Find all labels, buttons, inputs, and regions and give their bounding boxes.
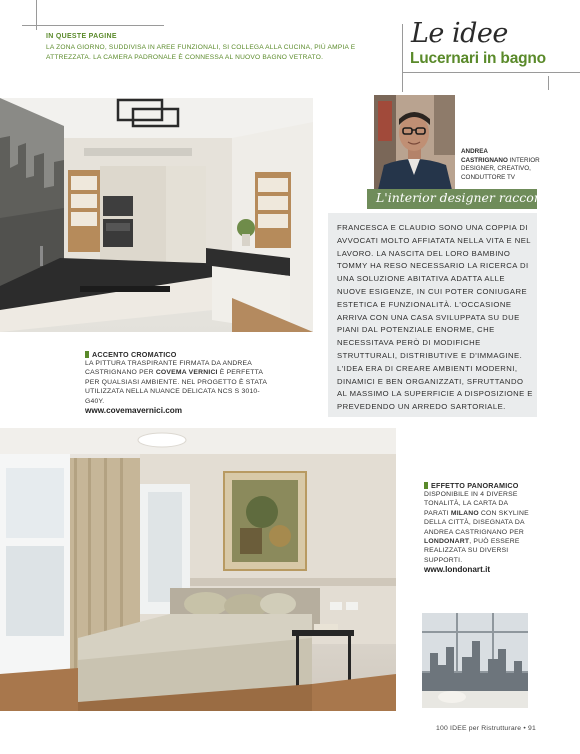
frame-line-top-left	[22, 25, 164, 26]
bedroom-photo	[0, 428, 396, 711]
effetto-caption-brand-2: LONDONART	[424, 538, 470, 546]
accent-caption-title-row	[85, 350, 270, 359]
wallpaper-sample-photo	[422, 613, 528, 708]
accent-caption-title: ACCENTO CROMATICO	[92, 350, 177, 359]
accent-caption-brand: COVEMA VERNICI	[155, 369, 218, 377]
frame-line-vertical-right	[402, 24, 403, 92]
designer-caption	[461, 148, 541, 182]
designer-portrait	[374, 95, 455, 190]
effetto-caption-text-3: , PUÒ ESSERE REALIZZATA SU DIVERSI SUPPORTI.	[424, 538, 520, 564]
effetto-caption	[424, 481, 534, 574]
quote-text: FRANCESCA E CLAUDIO SONO UNA COPPIA DI AVVOCATI MOLTO AFFIATATA NELLA VITA E NEL LAVORO. LA NASCITA DEL LORO BAMBINO TOMMY HA RESO NECESSARIO LA RICERCA DI UNA SOLUZIONE ABITATIVA ADATTA ALLE NUOVE ESIGENZE, IN CUI POTER CONIUGARE ESTETICA E FUNZIONALITÀ. L'OCCASIONE ARRIVA CON UNA CASA SVILUPPATA SU DUE PIANI DAL POTENZIALE ENORME, CHE NECESSITAVA PERÒ DI MODIFICHE STRUTTURALI, DISTRIBUTIVE E D'IMMAGINE. L'IDEA ERA DI CREARE AMBIENTI MODERNI, DINAMICI E BEN ORGANIZZATI, SFRUTTANDO AL MASSIMO LA SUPERFICIE A DISPOSIZIONE E PREVEDENDO UN ARREDO SARTORIALE.	[337, 223, 533, 412]
page-footer: 100 IDEE per Ristrutturare • 91	[436, 725, 537, 732]
effetto-caption-title-row	[424, 481, 534, 490]
accent-caption-text-2: È PERFETTA PER QUALSIASI AMBIENTE. NEL PROGETTO È STATA UTILIZZATA NELLA NUANCE DELICATA NCS S 3010-G40Y.	[85, 369, 267, 405]
pages-label: IN QUESTE PAGINE	[46, 33, 117, 40]
accent-caption-url[interactable]: www.covemavernici.com	[85, 406, 183, 416]
accent-caption	[85, 350, 270, 415]
quote-title: L'interior designer racconta	[376, 190, 555, 205]
frame-line-vertical-right-edge	[548, 76, 549, 90]
effetto-caption-url[interactable]: www.londonart.it	[424, 565, 491, 575]
section-subtitle: Lucernari in bagno	[410, 50, 546, 67]
caption-marker-icon	[424, 482, 428, 489]
effetto-caption-title: EFFETTO PANORAMICO	[431, 481, 519, 490]
designer-last-name: CASTRIGNANO	[461, 156, 508, 164]
frame-line-top-right	[402, 72, 580, 73]
effetto-caption-text-1: DISPONIBILE IN 4 DIVERSE TONALITÀ, LA CARTA DA PARATI	[424, 491, 518, 517]
caption-marker-icon	[85, 351, 89, 358]
kitchen-photo	[0, 98, 313, 332]
effetto-caption-brand-1: MILANO	[450, 509, 479, 517]
accent-caption-text-1: LA PITTURA TRASPIRANTE FIRMATA DA ANDREA CASTRIGNANO PER	[85, 360, 252, 377]
designer-role: INTERIOR DESIGNER, CREATIVO, CONDUTTORE TV	[461, 156, 540, 181]
section-title: Le idee	[411, 18, 508, 49]
effetto-caption-body	[424, 490, 534, 565]
effetto-caption-text-2: CON SKYLINE DELLA CITTÀ, DISEGNATA DA ANDREA CASTRIGNANO PER	[424, 509, 529, 536]
accent-caption-body	[85, 359, 270, 406]
pages-summary: LA ZONA GIORNO, SUDDIVISA IN AREE FUNZIONALI, SI COLLEGA ALLA CUCINA, PIÙ AMPIA E ATTREZZATA. LA CAMERA PADRONALE È CONNESSA AL NUOVO BAGNO VETRATO.	[46, 44, 356, 61]
designer-first-name: ANDREA	[461, 148, 488, 155]
